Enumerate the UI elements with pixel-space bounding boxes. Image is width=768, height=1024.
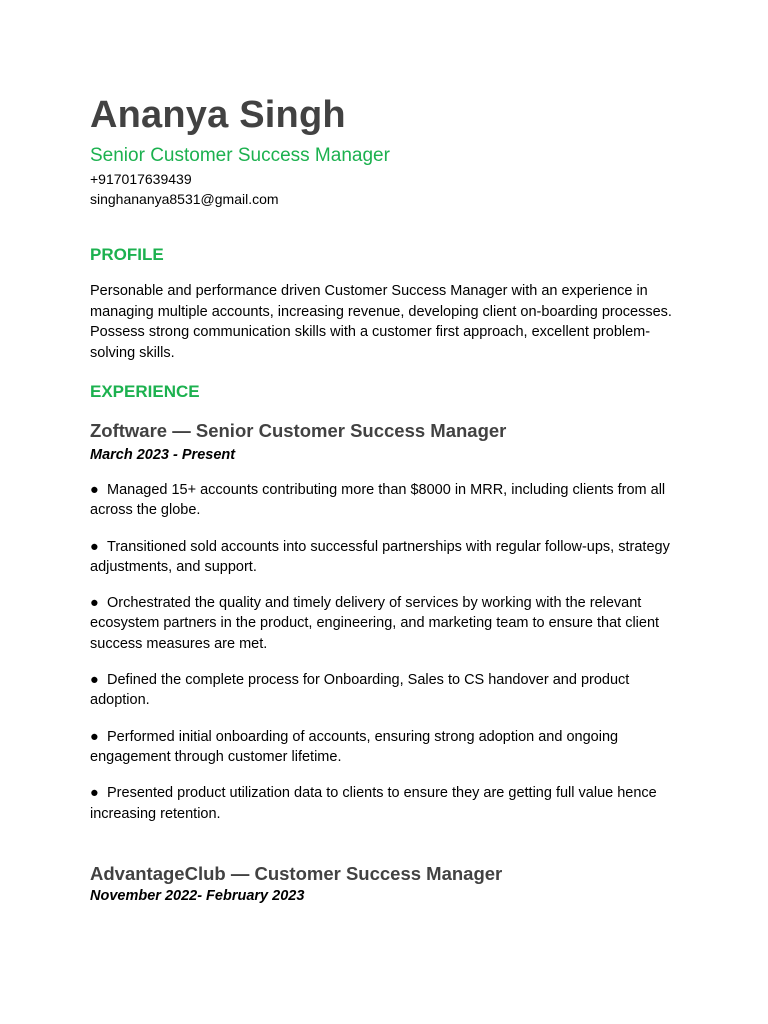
job-dates-zoftware: March 2023 - Present (90, 447, 236, 463)
bullet-icon: ● (90, 482, 99, 498)
candidate-title: Senior Customer Success Manager (90, 145, 390, 166)
bullet-text: Orchestrated the quality and timely delivery of services by working with the relevant ecosystem partners in the product, engineering, and marketing team to ensure that client success measures are met. (90, 595, 660, 652)
profile-summary: Personable and performance driven Customer Success Manager with an experience in managing multiple accounts, increasing revenue, developing client on-boarding processes. Possess strong communication skills with a customer first approach, excellent problem-solving skills. (90, 283, 672, 361)
bullet-icon: ● (90, 672, 99, 689)
job-dates-advantageclub: November 2022- February 2023 (90, 888, 305, 904)
bullet-item (90, 537, 690, 578)
bullet-item (90, 783, 690, 824)
job-title-advantageclub: AdvantageClub — Customer Success Manager (90, 863, 503, 884)
bullet-icon: ● (90, 785, 99, 802)
bullet-icon: ● (90, 595, 99, 612)
bullet-icon: ● (90, 538, 99, 555)
job-title-zoftware: Zoftware — Senior Customer Success Manager (90, 420, 507, 441)
bullet-text: Presented product utilization data to clients to ensure they are getting full value hence increasing retention. (90, 785, 657, 822)
bullet-item (90, 727, 690, 768)
bullet-item (90, 593, 690, 654)
candidate-name: Ananya Singh (90, 94, 346, 136)
phone-number: +917017639439 (90, 171, 192, 187)
bullet-icon: ● (90, 728, 99, 745)
bullet-text: Transitioned sold accounts into successful partnerships with regular follow-ups, strategy adjustments, and support. (90, 538, 670, 575)
profile-heading: PROFILE (90, 245, 164, 264)
bullet-item (90, 670, 690, 711)
bullet-text: Performed initial onboarding of accounts, ensuring strong adoption and ongoing engagement through customer lifetime. (90, 728, 619, 765)
bullet-item (90, 480, 690, 521)
job-bullets-zoftware (90, 480, 690, 840)
email-address: singhananya8531@gmail.com (90, 191, 279, 207)
bullet-text: Defined the complete process for Onboarding, Sales to CS handover and product adoption. (90, 672, 630, 709)
bullet-text: Managed 15+ accounts contributing more than $8000 in MRR, including clients from all across the globe. (90, 482, 666, 519)
experience-heading: EXPERIENCE (90, 382, 200, 401)
